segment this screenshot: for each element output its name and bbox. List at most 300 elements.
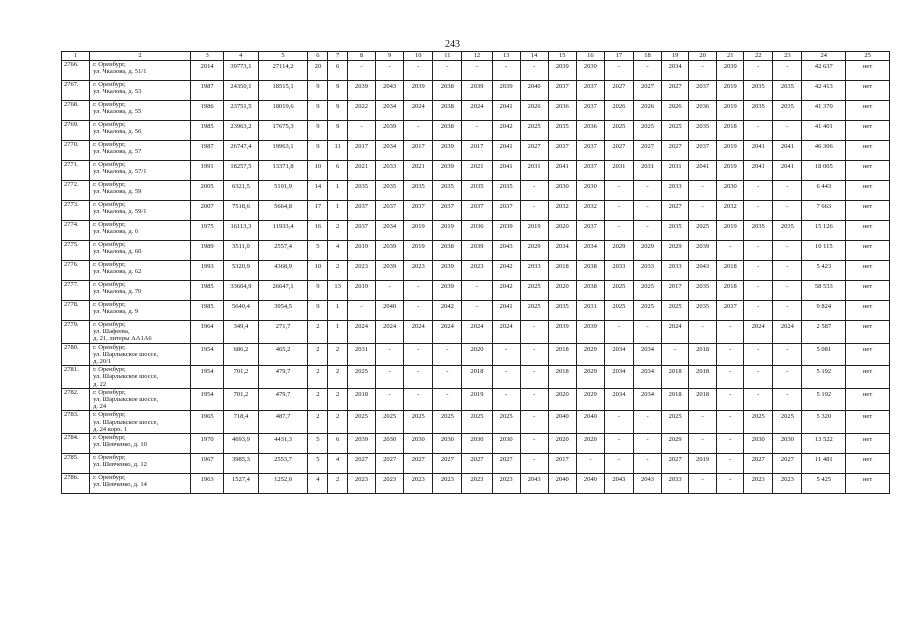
value-cell: - bbox=[717, 366, 744, 389]
header-cell: 21 bbox=[717, 52, 744, 61]
value-cell: 487,7 bbox=[258, 411, 308, 434]
value-cell: 2029 bbox=[633, 241, 661, 261]
value-cell: 2019 bbox=[462, 388, 492, 411]
value-cell: нет bbox=[846, 434, 890, 454]
address-line: г. Оренбург, bbox=[93, 411, 126, 419]
header-cell: 9 bbox=[376, 52, 404, 61]
value-cell: нет bbox=[846, 366, 890, 389]
value-cell: 2039 bbox=[433, 141, 462, 161]
address-cell bbox=[90, 101, 191, 121]
value-cell: 2017 bbox=[662, 281, 689, 301]
value-cell: 2034 bbox=[633, 343, 661, 366]
address-cell bbox=[90, 181, 191, 201]
header-cell: 16 bbox=[576, 52, 604, 61]
value-cell: 2024 bbox=[347, 321, 375, 344]
value-cell: 2033 bbox=[662, 261, 689, 281]
value-cell: 2041 bbox=[548, 161, 576, 181]
value-cell: 2 bbox=[308, 411, 328, 434]
address-cell bbox=[90, 366, 191, 389]
value-cell: 2023 bbox=[462, 261, 492, 281]
value-cell: 2029 bbox=[662, 434, 689, 454]
value-cell: - bbox=[433, 366, 462, 389]
address-line: ул. Чкалова, д. 53 bbox=[93, 88, 142, 96]
value-cell: 2031 bbox=[633, 161, 661, 181]
value-cell: 2029 bbox=[604, 241, 633, 261]
value-cell: - bbox=[433, 61, 462, 81]
value-cell: 479,7 bbox=[258, 388, 308, 411]
value-cell: 2036 bbox=[689, 101, 717, 121]
value-cell: 5 423 bbox=[802, 261, 846, 281]
value-cell: 2024 bbox=[404, 321, 433, 344]
value-cell: 2018 bbox=[662, 366, 689, 389]
table-row bbox=[62, 181, 890, 201]
value-cell: 2027 bbox=[520, 141, 548, 161]
value-cell: 2025 bbox=[492, 411, 520, 434]
value-cell: 2039 bbox=[576, 61, 604, 81]
value-cell: 42 637 bbox=[802, 61, 846, 81]
value-cell: 2043 bbox=[604, 474, 633, 494]
value-cell: нет bbox=[846, 201, 890, 221]
value-cell: 2031 bbox=[576, 301, 604, 321]
value-cell: 2029 bbox=[520, 241, 548, 261]
value-cell: нет bbox=[846, 388, 890, 411]
value-cell: - bbox=[520, 366, 548, 389]
value-cell: 2025 bbox=[662, 121, 689, 141]
value-cell: 2036 bbox=[462, 221, 492, 241]
value-cell: 20 bbox=[308, 61, 328, 81]
value-cell: - bbox=[604, 434, 633, 454]
value-cell: 2030 bbox=[548, 181, 576, 201]
value-cell: 2036 bbox=[576, 121, 604, 141]
value-cell: 2024 bbox=[744, 321, 773, 344]
value-cell: 2018 bbox=[689, 366, 717, 389]
table-row bbox=[62, 161, 890, 181]
address-line: г. Оренбург, bbox=[93, 474, 126, 482]
value-cell: - bbox=[662, 343, 689, 366]
value-cell: 2019 bbox=[520, 221, 548, 241]
table-row bbox=[62, 388, 890, 411]
value-cell: 5320,9 bbox=[224, 261, 258, 281]
address-cell bbox=[90, 411, 191, 434]
address-line: д. 20/1 bbox=[93, 358, 112, 366]
header-cell: 24 bbox=[802, 52, 846, 61]
value-cell: - bbox=[404, 281, 433, 301]
value-cell: 2025 bbox=[404, 411, 433, 434]
value-cell: 1 bbox=[328, 301, 348, 321]
address-line: ул. Шарлыкское шоссе, bbox=[93, 418, 159, 426]
value-cell: 2033 bbox=[604, 261, 633, 281]
value-cell: - bbox=[492, 61, 520, 81]
value-cell: 2042 bbox=[492, 261, 520, 281]
value-cell: - bbox=[773, 281, 802, 301]
value-cell: - bbox=[633, 181, 661, 201]
value-cell: 2023 bbox=[347, 261, 375, 281]
address-line: г. Оренбург, bbox=[93, 101, 126, 108]
table-row bbox=[62, 201, 890, 221]
value-cell: 1954 bbox=[190, 366, 223, 389]
value-cell: 2030 bbox=[462, 434, 492, 454]
value-cell: 2035 bbox=[689, 121, 717, 141]
value-cell: 2033 bbox=[520, 261, 548, 281]
value-cell: - bbox=[376, 366, 404, 389]
value-cell: 701,2 bbox=[224, 388, 258, 411]
value-cell: 2035 bbox=[689, 301, 717, 321]
value-cell: нет bbox=[846, 221, 890, 241]
value-cell: 1989 bbox=[190, 241, 223, 261]
value-cell: 5 bbox=[308, 454, 328, 474]
value-cell: 9 bbox=[308, 121, 328, 141]
value-cell: 2037 bbox=[462, 201, 492, 221]
value-cell: - bbox=[773, 61, 802, 81]
value-cell: 2032 bbox=[576, 201, 604, 221]
value-cell: 2039 bbox=[404, 81, 433, 101]
value-cell: 465,2 bbox=[258, 343, 308, 366]
value-cell: нет bbox=[846, 454, 890, 474]
address-cell bbox=[90, 121, 191, 141]
value-cell: - bbox=[576, 454, 604, 474]
value-cell: 2034 bbox=[376, 101, 404, 121]
header-cell: 6 bbox=[308, 52, 328, 61]
value-cell: 2027 bbox=[433, 454, 462, 474]
value-cell: 2039 bbox=[376, 121, 404, 141]
value-cell: 2035 bbox=[744, 81, 773, 101]
value-cell: 18 005 bbox=[802, 161, 846, 181]
value-cell: - bbox=[689, 434, 717, 454]
value-cell: 2039 bbox=[462, 81, 492, 101]
value-cell: - bbox=[492, 388, 520, 411]
value-cell: 2019 bbox=[404, 221, 433, 241]
value-cell: 2041 bbox=[492, 101, 520, 121]
value-cell: - bbox=[520, 434, 548, 454]
value-cell: 2023 bbox=[404, 261, 433, 281]
value-cell: 2024 bbox=[773, 321, 802, 344]
value-cell: 1 bbox=[328, 181, 348, 201]
value-cell: 7 663 bbox=[802, 201, 846, 221]
value-cell: 2036 bbox=[548, 101, 576, 121]
value-cell: - bbox=[744, 301, 773, 321]
value-cell: 1985 bbox=[190, 121, 223, 141]
header-cell: 3 bbox=[190, 52, 223, 61]
value-cell: - bbox=[633, 221, 661, 241]
header-cell: 7 bbox=[328, 52, 348, 61]
value-cell: 2030 bbox=[717, 181, 744, 201]
value-cell: 39773,1 bbox=[224, 61, 258, 81]
value-cell: - bbox=[744, 343, 773, 366]
value-cell: - bbox=[433, 388, 462, 411]
value-cell: 2032 bbox=[548, 201, 576, 221]
value-cell: 42 413 bbox=[802, 81, 846, 101]
value-cell: - bbox=[773, 181, 802, 201]
value-cell: 2018 bbox=[717, 261, 744, 281]
value-cell: 2019 bbox=[347, 241, 375, 261]
value-cell: 2039 bbox=[576, 321, 604, 344]
value-cell: 24350,1 bbox=[224, 81, 258, 101]
value-cell: - bbox=[604, 411, 633, 434]
value-cell: - bbox=[347, 301, 375, 321]
value-cell: 2035 bbox=[492, 181, 520, 201]
row-number: 2772. bbox=[62, 181, 90, 201]
value-cell: 1985 bbox=[190, 301, 223, 321]
value-cell: 2020 bbox=[548, 281, 576, 301]
value-cell: - bbox=[520, 321, 548, 344]
address-cell bbox=[90, 141, 191, 161]
value-cell: нет bbox=[846, 81, 890, 101]
value-cell: - bbox=[376, 343, 404, 366]
value-cell: 2035 bbox=[744, 101, 773, 121]
value-cell: - bbox=[604, 181, 633, 201]
row-number: 2784. bbox=[62, 434, 90, 454]
value-cell: 2027 bbox=[492, 454, 520, 474]
value-cell: 2030 bbox=[744, 434, 773, 454]
value-cell: 4431,3 bbox=[258, 434, 308, 454]
address-cell bbox=[90, 434, 191, 454]
value-cell: 18257,5 bbox=[224, 161, 258, 181]
value-cell: 2025 bbox=[604, 121, 633, 141]
value-cell: - bbox=[744, 281, 773, 301]
value-cell: 2023 bbox=[347, 474, 375, 494]
value-cell: - bbox=[404, 301, 433, 321]
value-cell: 2037 bbox=[576, 221, 604, 241]
value-cell: - bbox=[376, 281, 404, 301]
value-cell: 2027 bbox=[633, 141, 661, 161]
row-number: 2774. bbox=[62, 221, 90, 241]
value-cell: 2035 bbox=[462, 181, 492, 201]
value-cell: 6 443 bbox=[802, 181, 846, 201]
value-cell: 2025 bbox=[347, 366, 375, 389]
value-cell: - bbox=[717, 241, 744, 261]
value-cell: 9 bbox=[308, 301, 328, 321]
table-row bbox=[62, 321, 890, 344]
value-cell: 2032 bbox=[717, 201, 744, 221]
value-cell: 1965 bbox=[190, 411, 223, 434]
value-cell: 9 bbox=[308, 81, 328, 101]
value-cell: 2041 bbox=[744, 161, 773, 181]
value-cell: 9 bbox=[328, 101, 348, 121]
value-cell: - bbox=[633, 434, 661, 454]
value-cell: 3954,5 bbox=[258, 301, 308, 321]
value-cell: - bbox=[604, 454, 633, 474]
value-cell: 4 bbox=[328, 241, 348, 261]
address-line: г. Оренбург, bbox=[93, 434, 126, 442]
value-cell: 2040 bbox=[376, 301, 404, 321]
address-cell bbox=[90, 474, 191, 494]
address-cell bbox=[90, 388, 191, 411]
address-line: ул. Шевченко, д. 10 bbox=[93, 441, 147, 449]
value-cell: - bbox=[633, 201, 661, 221]
value-cell: 2019 bbox=[689, 454, 717, 474]
value-cell: - bbox=[689, 474, 717, 494]
value-cell: 2017 bbox=[404, 141, 433, 161]
value-cell: 1986 bbox=[190, 101, 223, 121]
value-cell: 2020 bbox=[462, 343, 492, 366]
header-cell: 4 bbox=[224, 52, 258, 61]
value-cell: 9 bbox=[328, 81, 348, 101]
value-cell: 2034 bbox=[376, 221, 404, 241]
address-line: ул. Чкалова, д. 9 bbox=[93, 308, 139, 316]
header-cell: 10 bbox=[404, 52, 433, 61]
value-cell: - bbox=[433, 343, 462, 366]
address-line: ул. Шевченко, д. 12 bbox=[93, 461, 147, 469]
value-cell: - bbox=[744, 201, 773, 221]
value-cell: 2018 bbox=[548, 261, 576, 281]
value-cell: 1975 bbox=[190, 221, 223, 241]
value-cell: 2029 bbox=[576, 388, 604, 411]
value-cell: 1 bbox=[328, 321, 348, 344]
value-cell: 2025 bbox=[462, 411, 492, 434]
value-cell: 2035 bbox=[548, 121, 576, 141]
table-row bbox=[62, 474, 890, 494]
value-cell: 2038 bbox=[433, 81, 462, 101]
value-cell: 2037 bbox=[404, 201, 433, 221]
address-line: д. 21, литеры АА1А6 bbox=[93, 335, 152, 343]
row-number: 2771. bbox=[62, 161, 90, 181]
value-cell: 2037 bbox=[492, 201, 520, 221]
value-cell: 2033 bbox=[662, 474, 689, 494]
value-cell: 2020 bbox=[548, 221, 576, 241]
value-cell: 4 bbox=[328, 454, 348, 474]
value-cell: 23963,2 bbox=[224, 121, 258, 141]
address-cell bbox=[90, 454, 191, 474]
value-cell: 2 bbox=[328, 366, 348, 389]
value-cell: 2019 bbox=[433, 221, 462, 241]
value-cell: 2034 bbox=[662, 61, 689, 81]
value-cell: 2037 bbox=[576, 161, 604, 181]
value-cell: 2027 bbox=[773, 454, 802, 474]
value-cell: 2042 bbox=[433, 301, 462, 321]
value-cell: 10 115 bbox=[802, 241, 846, 261]
value-cell: 2041 bbox=[492, 161, 520, 181]
value-cell: 2026 bbox=[604, 101, 633, 121]
address-line: г. Оренбург, bbox=[93, 301, 126, 308]
value-cell: 9 824 bbox=[802, 301, 846, 321]
value-cell: 2035 bbox=[773, 221, 802, 241]
row-number: 2768. bbox=[62, 101, 90, 121]
value-cell: 2040 bbox=[548, 411, 576, 434]
value-cell: 2019 bbox=[717, 161, 744, 181]
value-cell: 2033 bbox=[662, 181, 689, 201]
value-cell: нет bbox=[846, 411, 890, 434]
value-cell: 2039 bbox=[548, 61, 576, 81]
value-cell: 2027 bbox=[404, 454, 433, 474]
value-cell: 2039 bbox=[376, 261, 404, 281]
value-cell: - bbox=[773, 261, 802, 281]
value-cell: 2043 bbox=[492, 241, 520, 261]
value-cell: 2035 bbox=[347, 181, 375, 201]
address-line: г. Оренбург, bbox=[93, 141, 126, 148]
value-cell: 1967 bbox=[190, 454, 223, 474]
value-cell: 2026 bbox=[520, 101, 548, 121]
value-cell: - bbox=[404, 366, 433, 389]
value-cell: 2025 bbox=[376, 411, 404, 434]
value-cell: 41 370 bbox=[802, 101, 846, 121]
value-cell: 2019 bbox=[717, 81, 744, 101]
address-line: д. 24 корп. 1 bbox=[93, 425, 128, 433]
address-line: ул. Чкалова, д. 57 bbox=[93, 148, 142, 156]
row-number: 2773. bbox=[62, 201, 90, 221]
address-line: ул. Чкалова, д. 62 bbox=[93, 268, 142, 276]
value-cell: - bbox=[604, 221, 633, 241]
value-cell: - bbox=[633, 321, 661, 344]
header-cell: 20 bbox=[689, 52, 717, 61]
value-cell: 2043 bbox=[689, 261, 717, 281]
value-cell: 2023 bbox=[773, 474, 802, 494]
value-cell: - bbox=[744, 121, 773, 141]
value-cell: 2033 bbox=[376, 161, 404, 181]
value-cell: - bbox=[492, 343, 520, 366]
header-cell: 11 bbox=[433, 52, 462, 61]
value-cell: 2030 bbox=[492, 434, 520, 454]
value-cell: 2031 bbox=[520, 161, 548, 181]
value-cell: 2024 bbox=[462, 101, 492, 121]
address-line: ул. Чкалова, д. 6 bbox=[93, 228, 139, 236]
value-cell: 2018 bbox=[548, 366, 576, 389]
value-cell: 11 bbox=[328, 141, 348, 161]
value-cell: нет bbox=[846, 161, 890, 181]
row-number: 2777. bbox=[62, 281, 90, 301]
value-cell: - bbox=[633, 411, 661, 434]
value-cell: 2 bbox=[308, 321, 328, 344]
header-cell: 22 bbox=[744, 52, 773, 61]
value-cell: 2039 bbox=[548, 321, 576, 344]
value-cell: 2027 bbox=[633, 81, 661, 101]
value-cell: 2019 bbox=[404, 241, 433, 261]
value-cell: - bbox=[773, 388, 802, 411]
address-line: г. Оренбург, bbox=[93, 366, 126, 374]
value-cell: 2025 bbox=[633, 281, 661, 301]
value-cell: 2 bbox=[308, 343, 328, 366]
value-cell: 2029 bbox=[576, 343, 604, 366]
value-cell: - bbox=[633, 61, 661, 81]
value-cell: 2034 bbox=[604, 343, 633, 366]
value-cell: 2037 bbox=[376, 201, 404, 221]
value-cell: 41 401 bbox=[802, 121, 846, 141]
value-cell: 2025 bbox=[433, 411, 462, 434]
value-cell: 2023 bbox=[492, 474, 520, 494]
value-cell: 2030 bbox=[576, 181, 604, 201]
value-cell: - bbox=[717, 343, 744, 366]
value-cell: 33604,9 bbox=[224, 281, 258, 301]
value-cell: 2 587 bbox=[802, 321, 846, 344]
value-cell: 2 bbox=[328, 261, 348, 281]
value-cell: 9 bbox=[308, 101, 328, 121]
value-cell: 2029 bbox=[576, 366, 604, 389]
value-cell: 2557,4 bbox=[258, 241, 308, 261]
value-cell: - bbox=[376, 388, 404, 411]
value-cell: - bbox=[404, 388, 433, 411]
value-cell: 2020 bbox=[576, 434, 604, 454]
address-line: д. 24 bbox=[93, 403, 107, 411]
header-cell: 23 bbox=[773, 52, 802, 61]
value-cell: 2037 bbox=[576, 81, 604, 101]
value-cell: нет bbox=[846, 474, 890, 494]
value-cell: 2041 bbox=[492, 301, 520, 321]
value-cell: 2039 bbox=[462, 241, 492, 261]
table-row bbox=[62, 281, 890, 301]
row-number: 2766. bbox=[62, 61, 90, 81]
table-row bbox=[62, 81, 890, 101]
address-line: г. Оренбург, bbox=[93, 181, 126, 188]
value-cell: 2024 bbox=[492, 321, 520, 344]
value-cell: 2035 bbox=[744, 221, 773, 241]
value-cell: 18019,6 bbox=[258, 101, 308, 121]
value-cell: 2041 bbox=[492, 141, 520, 161]
value-cell: - bbox=[520, 411, 548, 434]
value-cell: - bbox=[717, 321, 744, 344]
value-cell: 2037 bbox=[576, 141, 604, 161]
row-number: 2786. bbox=[62, 474, 90, 494]
value-cell: 1527,4 bbox=[224, 474, 258, 494]
address-line: ул. Чкалова, д. 59 bbox=[93, 188, 142, 196]
